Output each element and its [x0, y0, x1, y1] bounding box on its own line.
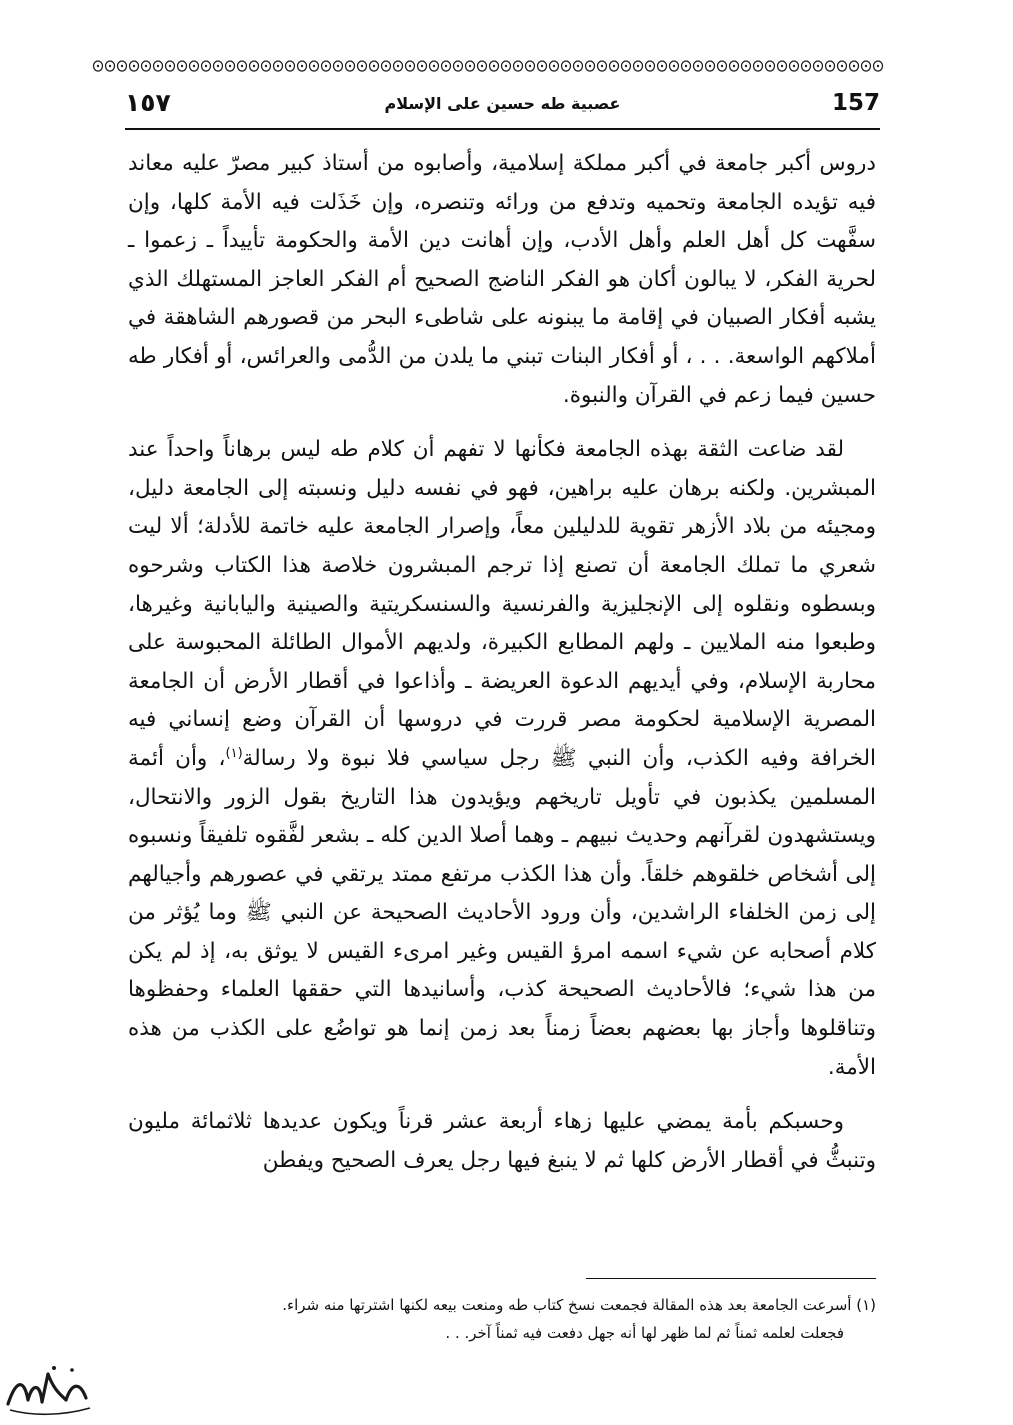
footnote-line: (١) أسرعت الجامعة بعد هذه المقالة فجمعت نسخ كتاب طه ومنعت بيعه لكنها اشترتها منه شراء. — [282, 1296, 876, 1314]
page-number: 157 — [831, 90, 880, 116]
main-text — [128, 145, 876, 1180]
paragraph-text: ، وأن أئمة المسلمين يكذبون في تأويل تاريخهم ويؤيدون هذا التاريخ بقول الزور والانتحال، ويستشهدون لقرآنهم وحديث نبيهم ـ وهما أصلا الدين كله ـ بشعر لفَّقوه تلفيقاً ونسبوه إلى أشخاص خلقوهم خلقاً. وأن هذا الكذب مرتفع ممتد يرتقي في عصورهم وأجيالهم إلى زمن الخلفاء الراشدين، وأن ورود الأحاديث الصحيحة عن النبي ﷺ وما يُؤثر من كلام أصحابه عن شيء اسمه امرؤ القيس وغير امرىء القيس لا يوثق به، إذ لم يكن من هذا شيء؛ فالأحاديث الصحيحة كذب، وأسانيدها التي حققها العلماء وحفظوها وتناقلوها وأجاز بها بعضهم بعضاً زمناً بعد زمن إنما هو تواضُع على الكذب من هذه الأمة. — [128, 745, 876, 1080]
page-header — [125, 88, 880, 122]
paragraph — [128, 431, 876, 1087]
footnote-rule — [586, 1278, 876, 1279]
decorative-border — [92, 58, 884, 74]
running-title: عصبية طه حسين على الإسلام — [384, 94, 621, 113]
page-number-arabic: ١٥٧ — [125, 88, 171, 117]
calligraphy-stamp — [2, 1360, 94, 1418]
footnote — [128, 1291, 876, 1347]
paragraph-text: لقد ضاعت الثقة بهذه الجامعة فكأنها لا تفهم أن كلام طه ليس برهاناً واحداً عند المبشرين. ولكنه برهان عليه براهين، فهو في نفسه دليل ونسبته إلى الجامعة دليل، ومجيئه من بلاد الأزهر تقوية للدليلين معاً، وإصرار الجامعة عليه خاتمة للأدلة؛ ألا ليت شعري ما تملك الجامعة أن تصنع إذا ترجم المبشرون خلاصة هذا الكتاب وشرحوه وبسطوه ونقلوه إلى الإنجليزية والفرنسية والسنسكريتية والصينية واليابانية وغيرها، وطبعوا منه الملايين ـ ولهم المطابع الكبيرة، ولديهم الأموال الطائلة المحبوسة على محاربة الإسلام، وفي أيديهم الدعوة العريضة ـ وأذاعوا في أقطار الأرض أن الجامعة المصرية الإسلامية لحكومة مصر قررت في دروسها أن القرآن وضع إنساني فيه الخرافة وفيه الكذب، وأن النبي ﷺ رجل سياسي فلا نبوة ولا رسالة — [128, 437, 877, 771]
footnote-reference[interactable]: (١) — [225, 745, 243, 761]
footnote-line: فجعلت لعلمه ثمناً ثم لما ظهر لها أنه جهل دفعت فيه ثمناً آخر. . . — [445, 1324, 844, 1342]
paragraph: دروس أكبر جامعة في أكبر مملكة إسلامية، وأصابوه من أستاذ كبير مصرّ عليه معاند فيه تؤيده الجامعة وتحميه وتدفع من ورائه وتنصره، وإن خَذَلت فيه الأمة كلها، وإن سفَّهت كل أهل العلم وأهل الأدب، وإن أهانت دين الأمة والحكومة تأييداً ـ زعموا ـ لحرية الفكر، لا يبالون أكان هو الفكر الناضج الصحيح أم الفكر العاجز المستهلك الذي يشبه أفكار الصبيان في إقامة ما يبنونه على شاطىء البحر من قصورهم الشاهقة في أملاكهم الواسعة. . . ، أو أفكار البنات تبني ما يلدن من الدُّمى والعرائس، أو أفكار طه حسين فيما زعم في القرآن والنبوة. — [128, 151, 876, 408]
header-rule — [125, 128, 880, 130]
paragraph: وحسبكم بأمة يمضي عليها زهاء أربعة عشر قرناً ويكون عديدها ثلاثمائة مليون وتنبثُّ في أقطار الأرض كلها ثم لا ينبغ فيها رجل يعرف الصحيح ويفطن — [128, 1109, 876, 1173]
